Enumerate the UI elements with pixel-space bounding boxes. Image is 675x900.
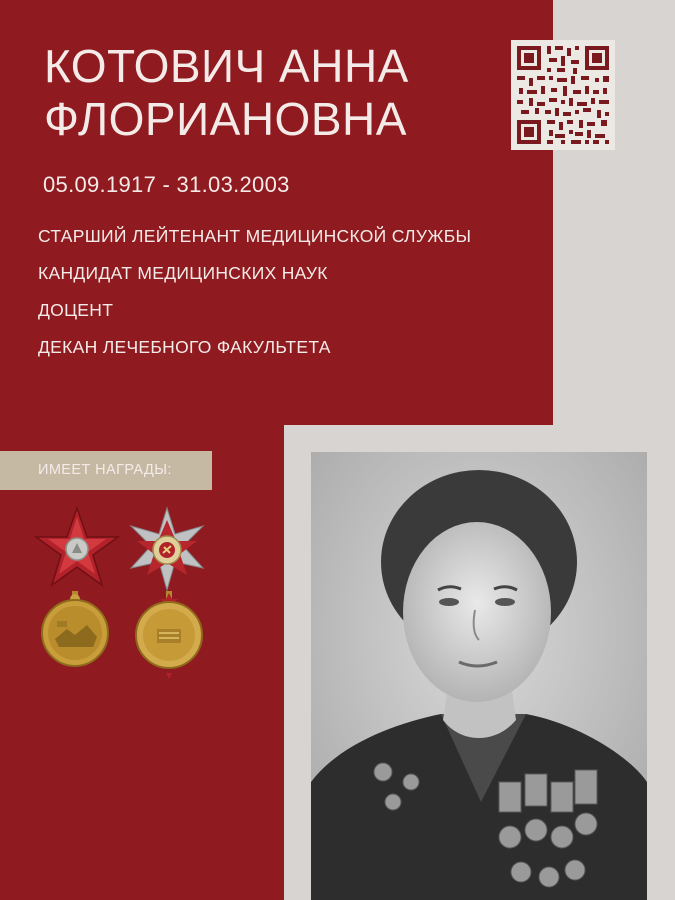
name-line-surname-first: КОТОВИЧ АННА: [44, 40, 409, 92]
titles-list: [38, 224, 518, 372]
life-dates: 05.09.1917 - 31.03.2003: [43, 172, 290, 197]
person-name: [44, 40, 409, 146]
qr-code[interactable]: [511, 40, 615, 150]
title-position: ДЕКАН ЛЕЧЕБНОГО ФАКУЛЬТЕТА: [38, 337, 331, 357]
awards-medals: [30, 505, 220, 695]
defense-medal-icon: [42, 591, 108, 666]
title-degree: КАНДИДАТ МЕДИЦИНСКИХ НАУК: [38, 263, 328, 283]
title-rank: СТАРШИЙ ЛЕЙТЕНАНТ МЕДИЦИНСКОЙ СЛУЖБЫ: [38, 226, 472, 246]
portrait-photo: [311, 452, 647, 900]
victory-over-germany-medal-icon: [136, 591, 202, 679]
red-star-order-icon: [36, 508, 118, 585]
awards-label: ИМЕЕТ НАГРАДЫ:: [0, 451, 212, 490]
patriotic-war-order-icon: [131, 508, 203, 590]
name-line-patronymic: ФЛОРИАНОВНА: [44, 93, 407, 145]
qr-code-icon: [511, 40, 615, 150]
title-docent: ДОЦЕНТ: [38, 300, 114, 320]
